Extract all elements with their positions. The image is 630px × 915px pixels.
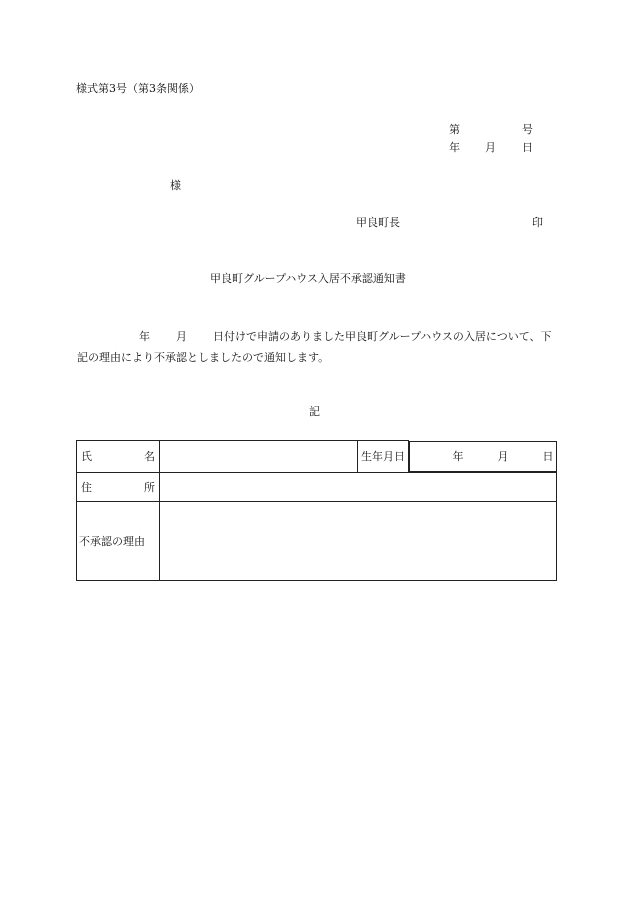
address-label-1: 住 bbox=[81, 480, 92, 494]
date-month: 月 bbox=[485, 141, 496, 154]
name-value[interactable] bbox=[160, 441, 358, 473]
body-text: 日付けで申請のありました甲良町グループハウスの入居について、下記の理由により不承認としましたので通知します。 bbox=[77, 330, 552, 364]
dob-day-unit: 日 bbox=[542, 450, 554, 463]
body-year: 年 bbox=[139, 330, 150, 343]
issuer-title: 甲良町長 bbox=[356, 216, 400, 229]
dob-value[interactable] bbox=[409, 441, 557, 472]
date-day: 日 bbox=[522, 141, 533, 154]
reason-value[interactable] bbox=[160, 501, 557, 580]
address-value[interactable] bbox=[160, 472, 557, 501]
ki-label: 記 bbox=[309, 405, 320, 418]
ref-dai: 第 bbox=[449, 123, 460, 136]
notice-body bbox=[77, 326, 559, 368]
body-month: 月 bbox=[176, 330, 187, 343]
reason-label: 不承認の理由 bbox=[77, 501, 160, 580]
seal-mark: 印 bbox=[532, 216, 543, 229]
dob-label: 生年月日 bbox=[358, 441, 409, 473]
address-label-2: 所 bbox=[144, 480, 155, 494]
document-title: 甲良町グループハウス入居不承認通知書 bbox=[210, 272, 406, 285]
dob-year-unit: 年 bbox=[452, 450, 464, 463]
dob-month-unit: 月 bbox=[497, 450, 509, 463]
applicant-table bbox=[76, 440, 557, 581]
address-label-cell bbox=[77, 472, 160, 501]
form-number: 様式第3号（第3条関係） bbox=[76, 82, 200, 95]
name-label-1: 氏 bbox=[81, 450, 92, 464]
ref-go: 号 bbox=[522, 123, 533, 136]
addressee-suffix: 様 bbox=[170, 179, 181, 192]
name-label-2: 名 bbox=[144, 450, 155, 464]
date-year: 年 bbox=[449, 141, 460, 154]
name-label-cell bbox=[77, 441, 160, 473]
